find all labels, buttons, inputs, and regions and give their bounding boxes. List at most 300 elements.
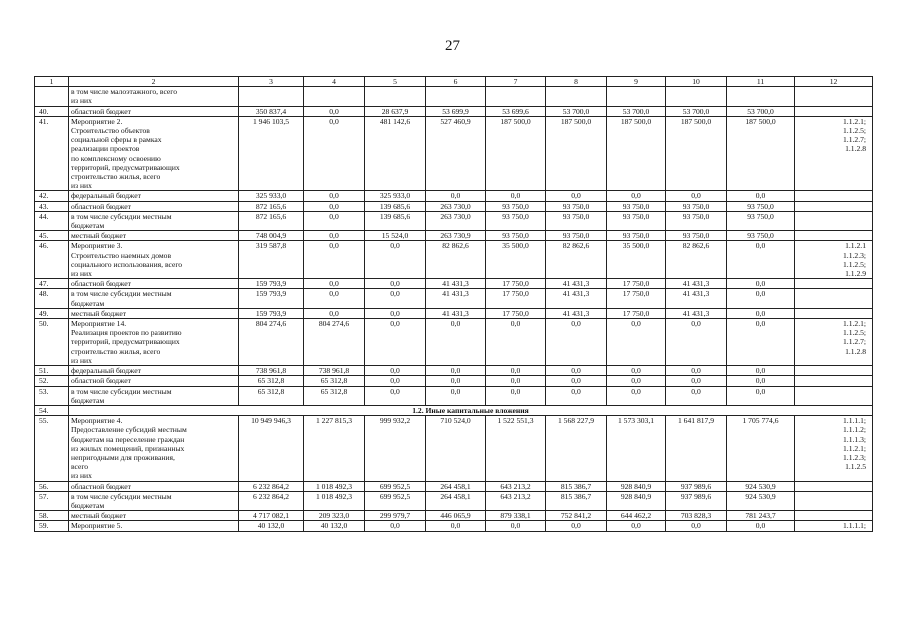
value-cell: 93 750,0 [727, 231, 795, 241]
rows.11.codes-line: 1.1.2.7; [843, 337, 866, 347]
value-cell: 53 699,6 [486, 106, 546, 116]
rows.9.name-line: бюджетам [71, 298, 105, 308]
value-cell [365, 87, 426, 106]
rows.17.name-line: областной бюджет [71, 481, 131, 491]
value-cell: 0,0 [426, 191, 486, 201]
value-cell: 93 750,0 [727, 211, 795, 230]
value-cell: 481 142,6 [365, 116, 426, 191]
row-name [69, 191, 239, 201]
header-cell: 1 [35, 77, 69, 87]
header-row [35, 77, 873, 87]
rows.1.name-line: областной бюджет [71, 106, 131, 116]
rows.18.name-line: в том числе субсидии местным [71, 491, 172, 501]
value-cell: 93 750,0 [607, 211, 666, 230]
header-cell: 4 [304, 77, 365, 87]
rows.4.name-line: областной бюджет [71, 201, 131, 211]
value-cell: 17 750,0 [486, 279, 546, 289]
value-cell: 325 933,0 [365, 191, 426, 201]
value-cell: 17 750,0 [607, 308, 666, 318]
budget-table [34, 76, 873, 532]
value-cell [607, 87, 666, 106]
value-cell: 748 004,9 [239, 231, 304, 241]
value-cell: 1 227 815,3 [304, 416, 365, 481]
rows.7.name-line: из них [71, 269, 92, 279]
value-cell: 65 312,8 [304, 376, 365, 386]
value-cell: 15 524,0 [365, 231, 426, 241]
rows.7.name-line: Мероприятие 3. [71, 241, 123, 251]
value-cell: 0,0 [607, 376, 666, 386]
codes-cell [795, 376, 873, 386]
table-row [35, 366, 873, 376]
value-cell: 643 213,2 [486, 491, 546, 510]
value-cell: 804 274,6 [304, 319, 365, 366]
rows.20.name-line: Мероприятие 5. [71, 521, 123, 531]
value-cell: 1 705 774,6 [727, 416, 795, 481]
row-number: 43. [35, 201, 69, 211]
value-cell: 0,0 [546, 386, 607, 405]
codes-cell [795, 191, 873, 201]
value-cell [486, 87, 546, 106]
value-cell [304, 87, 365, 106]
value-cell: 187 500,0 [546, 116, 607, 191]
rows.3.name-line: федеральный бюджет [71, 191, 141, 201]
row-number: 53. [35, 386, 69, 405]
row-name [69, 366, 239, 376]
rows.2.name-line: из них [71, 181, 92, 191]
value-cell: 65 312,8 [239, 386, 304, 405]
table-row [35, 116, 873, 191]
value-cell: 0,0 [546, 521, 607, 531]
value-cell: 263 730,9 [426, 231, 486, 241]
value-cell: 872 165,6 [239, 211, 304, 230]
value-cell: 527 460,9 [426, 116, 486, 191]
rows.16.codes-line: 1.1.2.3; [843, 452, 866, 462]
value-cell: 93 750,0 [486, 211, 546, 230]
value-cell: 0,0 [486, 376, 546, 386]
rows.16.codes-line: 1.1.1.2; [843, 425, 866, 435]
table-row [35, 211, 873, 230]
value-cell: 17 750,0 [607, 289, 666, 308]
row-name [69, 521, 239, 531]
rows.11.name-line: из них [71, 355, 92, 365]
rows.14.name-line: бюджетам [71, 395, 105, 405]
rows.16.codes-line: 1.1.1.3; [843, 434, 866, 444]
row-name [69, 211, 239, 230]
value-cell: 1 018 492,3 [304, 491, 365, 510]
table-row [35, 376, 873, 386]
value-cell: 28 637,9 [365, 106, 426, 116]
table-row [35, 191, 873, 201]
value-cell: 93 750,0 [666, 201, 727, 211]
value-cell: 209 323,0 [304, 511, 365, 521]
codes-cell [795, 511, 873, 521]
table-row [35, 87, 873, 106]
rows.11.name-line: строительство жилья, всего [71, 346, 161, 356]
row-name [69, 376, 239, 386]
value-cell: 319 587,8 [239, 241, 304, 279]
value-cell: 82 862,6 [666, 241, 727, 279]
rows.12.name-line: федеральный бюджет [71, 366, 141, 376]
codes-cell [795, 279, 873, 289]
value-cell: 0,0 [304, 191, 365, 201]
value-cell: 710 524,0 [426, 416, 486, 481]
value-cell: 0,0 [607, 366, 666, 376]
value-cell: 41 431,3 [546, 308, 607, 318]
value-cell: 10 949 946,3 [239, 416, 304, 481]
table-row [35, 201, 873, 211]
value-cell: 0,0 [365, 279, 426, 289]
value-cell: 187 500,0 [607, 116, 666, 191]
row-name [69, 386, 239, 405]
value-cell: 872 165,6 [239, 201, 304, 211]
value-cell: 738 961,8 [304, 366, 365, 376]
value-cell: 93 750,0 [607, 201, 666, 211]
rows.7.name-line: Строительство наемных домов [71, 250, 172, 260]
value-cell: 1 946 103,5 [239, 116, 304, 191]
section-title: 1.2. Иные капитальные вложения [69, 405, 873, 415]
value-cell: 0,0 [727, 191, 795, 201]
row-name [69, 491, 239, 510]
rows.16.codes-line: 1.1.1.1; [843, 416, 866, 426]
value-cell: 40 132,0 [304, 521, 365, 531]
value-cell: 93 750,0 [486, 231, 546, 241]
value-cell: 187 500,0 [666, 116, 727, 191]
value-cell: 93 750,0 [727, 201, 795, 211]
rows.16.name-line: непригодными для проживания, [71, 452, 175, 462]
header-cell: 3 [239, 77, 304, 87]
rows.8.name-line: областной бюджет [71, 279, 131, 289]
value-cell: 0,0 [365, 241, 426, 279]
value-cell: 159 793,9 [239, 289, 304, 308]
value-cell: 0,0 [486, 319, 546, 366]
value-cell: 703 828,3 [666, 511, 727, 521]
value-cell: 159 793,9 [239, 308, 304, 318]
rows.7.codes-line: 1.1.2.3; [843, 250, 866, 260]
value-cell: 0,0 [304, 241, 365, 279]
codes-cell [795, 491, 873, 510]
value-cell: 0,0 [727, 289, 795, 308]
rows.11.codes-line: 1.1.2.5; [843, 328, 866, 338]
value-cell: 0,0 [727, 279, 795, 289]
value-cell: 53 700,0 [727, 106, 795, 116]
value-cell: 93 750,0 [666, 211, 727, 230]
table-row [35, 289, 873, 308]
value-cell: 0,0 [486, 521, 546, 531]
value-cell: 0,0 [666, 376, 727, 386]
value-cell: 0,0 [486, 386, 546, 405]
rows.6.name-line: местный бюджет [71, 231, 127, 241]
rows.16.codes-line: 1.1.2.5 [845, 462, 866, 472]
value-cell: 0,0 [365, 289, 426, 308]
row-number: 44. [35, 211, 69, 230]
value-cell: 0,0 [365, 319, 426, 366]
value-cell: 0,0 [727, 241, 795, 279]
value-cell: 0,0 [304, 308, 365, 318]
value-cell: 0,0 [304, 201, 365, 211]
header-cell: 7 [486, 77, 546, 87]
rows.2.codes-line: 1.1.2.8 [845, 144, 866, 154]
value-cell: 738 961,8 [239, 366, 304, 376]
rows.7.name-line: социального использования, всего [71, 259, 183, 269]
rows.19.name-line: местный бюджет [71, 511, 127, 521]
row-name [69, 241, 239, 279]
rows.2.name-line: Мероприятие 2. [71, 116, 123, 126]
value-cell: 1 522 551,3 [486, 416, 546, 481]
value-cell: 0,0 [486, 191, 546, 201]
value-cell: 0,0 [727, 521, 795, 531]
rows.2.name-line: территорий, предусматривающих [71, 162, 180, 172]
row-name [69, 511, 239, 521]
table-row [35, 231, 873, 241]
table-row [35, 319, 873, 366]
value-cell: 446 065,9 [426, 511, 486, 521]
value-cell [426, 87, 486, 106]
value-cell: 0,0 [365, 376, 426, 386]
row-number [35, 87, 69, 106]
row-number: 57. [35, 491, 69, 510]
codes-cell [795, 416, 873, 481]
value-cell: 17 750,0 [486, 289, 546, 308]
rows.16.name-line: Мероприятие 4. [71, 416, 123, 426]
rows.16.name-line: из них [71, 471, 92, 481]
rows.18.name-line: бюджетам [71, 500, 105, 510]
value-cell: 0,0 [365, 386, 426, 405]
value-cell: 139 685,6 [365, 201, 426, 211]
value-cell: 0,0 [727, 366, 795, 376]
rows.11.name-line: Мероприятие 14. [71, 319, 127, 329]
value-cell: 0,0 [727, 308, 795, 318]
value-cell [239, 87, 304, 106]
value-cell: 937 989,6 [666, 481, 727, 491]
value-cell: 0,0 [666, 386, 727, 405]
row-number: 56. [35, 481, 69, 491]
value-cell: 299 979,7 [365, 511, 426, 521]
row-name [69, 231, 239, 241]
value-cell: 41 431,3 [546, 289, 607, 308]
codes-cell [795, 289, 873, 308]
rows.11.name-line: территорий, предусматривающих [71, 337, 180, 347]
value-cell: 6 232 864,2 [239, 491, 304, 510]
rows.7.codes-line: 1.1.2.1 [845, 241, 866, 251]
row-number: 40. [35, 106, 69, 116]
table-row [35, 521, 873, 531]
value-cell: 0,0 [607, 191, 666, 201]
table-row [35, 481, 873, 491]
value-cell: 0,0 [607, 319, 666, 366]
row-number: 49. [35, 308, 69, 318]
value-cell: 41 431,3 [666, 289, 727, 308]
value-cell: 65 312,8 [239, 376, 304, 386]
rows.11.name-line: Реализация проектов по развитию [71, 328, 182, 338]
value-cell: 17 750,0 [486, 308, 546, 318]
codes-cell [795, 231, 873, 241]
rows.10.name-line: местный бюджет [71, 308, 127, 318]
value-cell: 35 500,0 [486, 241, 546, 279]
value-cell: 0,0 [304, 289, 365, 308]
value-cell: 0,0 [426, 366, 486, 376]
value-cell: 187 500,0 [486, 116, 546, 191]
value-cell: 41 431,3 [426, 308, 486, 318]
codes-cell [795, 521, 873, 531]
value-cell: 1 568 227,9 [546, 416, 607, 481]
row-name [69, 481, 239, 491]
value-cell: 41 431,3 [666, 308, 727, 318]
header-cell: 9 [607, 77, 666, 87]
rows.16.name-line: из жилых помещений, признанных [71, 443, 185, 453]
value-cell: 0,0 [666, 319, 727, 366]
value-cell: 0,0 [426, 376, 486, 386]
codes-cell [795, 386, 873, 405]
value-cell: 0,0 [365, 308, 426, 318]
value-cell: 0,0 [727, 376, 795, 386]
row-number: 42. [35, 191, 69, 201]
rows.16.name-line: бюджетам на переселение граждан [71, 434, 185, 444]
value-cell [666, 87, 727, 106]
row-number: 58. [35, 511, 69, 521]
value-cell: 40 132,0 [239, 521, 304, 531]
value-cell: 17 750,0 [607, 279, 666, 289]
row-name [69, 319, 239, 366]
header-cell: 2 [69, 77, 239, 87]
rows.5.name-line: в том числе субсидии местным [71, 211, 172, 221]
row-number: 46. [35, 241, 69, 279]
value-cell: 815 386,7 [546, 481, 607, 491]
rows.2.name-line: социальной сферы в рамках [71, 135, 162, 145]
value-cell: 804 274,6 [239, 319, 304, 366]
value-cell: 93 750,0 [546, 231, 607, 241]
value-cell: 699 952,5 [365, 481, 426, 491]
row-name [69, 279, 239, 289]
row-name [69, 308, 239, 318]
value-cell: 0,0 [666, 521, 727, 531]
value-cell: 82 862,6 [546, 241, 607, 279]
section-row [35, 405, 873, 415]
value-cell: 781 243,7 [727, 511, 795, 521]
header-cell: 10 [666, 77, 727, 87]
rows.2.codes-line: 1.1.2.7; [843, 135, 866, 145]
rows.2.name-line: реализации проектов [71, 144, 140, 154]
codes-cell [795, 366, 873, 376]
codes-cell [795, 308, 873, 318]
value-cell: 0,0 [546, 376, 607, 386]
value-cell: 1 018 492,3 [304, 481, 365, 491]
value-cell: 937 989,6 [666, 491, 727, 510]
table-row [35, 279, 873, 289]
value-cell: 53 699,9 [426, 106, 486, 116]
value-cell: 928 840,9 [607, 481, 666, 491]
value-cell: 93 750,0 [546, 201, 607, 211]
row-number: 50. [35, 319, 69, 366]
value-cell: 699 952,5 [365, 491, 426, 510]
value-cell: 0,0 [304, 106, 365, 116]
codes-cell [795, 106, 873, 116]
value-cell: 41 431,3 [666, 279, 727, 289]
table-row [35, 491, 873, 510]
value-cell: 0,0 [365, 366, 426, 376]
rows.9.name-line: в том числе субсидии местным [71, 289, 172, 299]
row-name [69, 416, 239, 481]
rows.7.codes-line: 1.1.2.5; [843, 259, 866, 269]
value-cell: 93 750,0 [486, 201, 546, 211]
rows.5.name-line: бюджетам [71, 221, 105, 231]
table-row [35, 308, 873, 318]
value-cell: 41 431,3 [426, 279, 486, 289]
value-cell: 0,0 [426, 386, 486, 405]
rows.0.name-line: в том числе малоэтажного, всего [71, 87, 178, 97]
value-cell: 999 932,2 [365, 416, 426, 481]
value-cell: 644 462,2 [607, 511, 666, 521]
value-cell: 815 386,7 [546, 491, 607, 510]
value-cell: 643 213,2 [486, 481, 546, 491]
codes-cell [795, 211, 873, 230]
rows.16.name-line: Предоставление субсидий местным [71, 425, 187, 435]
value-cell: 0,0 [304, 211, 365, 230]
row-name [69, 116, 239, 191]
value-cell: 0,0 [486, 366, 546, 376]
value-cell: 263 730,0 [426, 211, 486, 230]
header-cell: 12 [795, 77, 873, 87]
value-cell: 928 840,9 [607, 491, 666, 510]
value-cell: 93 750,0 [546, 211, 607, 230]
value-cell: 752 841,2 [546, 511, 607, 521]
row-name [69, 201, 239, 211]
row-number: 54. [35, 405, 69, 415]
value-cell: 0,0 [546, 366, 607, 376]
value-cell: 187 500,0 [727, 116, 795, 191]
rows.13.name-line: областной бюджет [71, 376, 131, 386]
value-cell: 4 717 082,1 [239, 511, 304, 521]
row-number: 51. [35, 366, 69, 376]
value-cell: 139 685,6 [365, 211, 426, 230]
rows.16.codes-line: 1.1.2.1; [843, 443, 866, 453]
value-cell: 41 431,3 [546, 279, 607, 289]
rows.2.name-line: по комплексному освоению [71, 153, 161, 163]
value-cell: 0,0 [727, 386, 795, 405]
value-cell: 53 700,0 [607, 106, 666, 116]
value-cell: 264 458,1 [426, 481, 486, 491]
table-row [35, 416, 873, 481]
value-cell: 0,0 [546, 191, 607, 201]
codes-cell [795, 319, 873, 366]
value-cell: 0,0 [546, 319, 607, 366]
value-cell: 53 700,0 [546, 106, 607, 116]
table-row [35, 386, 873, 405]
rows.2.codes-line: 1.1.2.5; [843, 126, 866, 136]
table-row [35, 106, 873, 116]
header-cell: 6 [426, 77, 486, 87]
row-number: 52. [35, 376, 69, 386]
header-cell: 5 [365, 77, 426, 87]
value-cell: 879 338,1 [486, 511, 546, 521]
rows.14.name-line: в том числе субсидии местным [71, 386, 172, 396]
row-name [69, 106, 239, 116]
value-cell: 41 431,3 [426, 289, 486, 308]
row-number: 48. [35, 289, 69, 308]
value-cell: 264 458,1 [426, 491, 486, 510]
value-cell: 0,0 [727, 319, 795, 366]
rows.16.name-line: всего [71, 462, 89, 472]
value-cell: 0,0 [304, 231, 365, 241]
value-cell: 82 862,6 [426, 241, 486, 279]
row-name [69, 289, 239, 308]
value-cell: 0,0 [304, 279, 365, 289]
table-row [35, 241, 873, 279]
rows.0.name-line: из них [71, 96, 92, 106]
value-cell: 924 530,9 [727, 491, 795, 510]
rows.11.codes-line: 1.1.2.8 [845, 346, 866, 356]
value-cell: 6 232 864,2 [239, 481, 304, 491]
value-cell: 924 530,9 [727, 481, 795, 491]
